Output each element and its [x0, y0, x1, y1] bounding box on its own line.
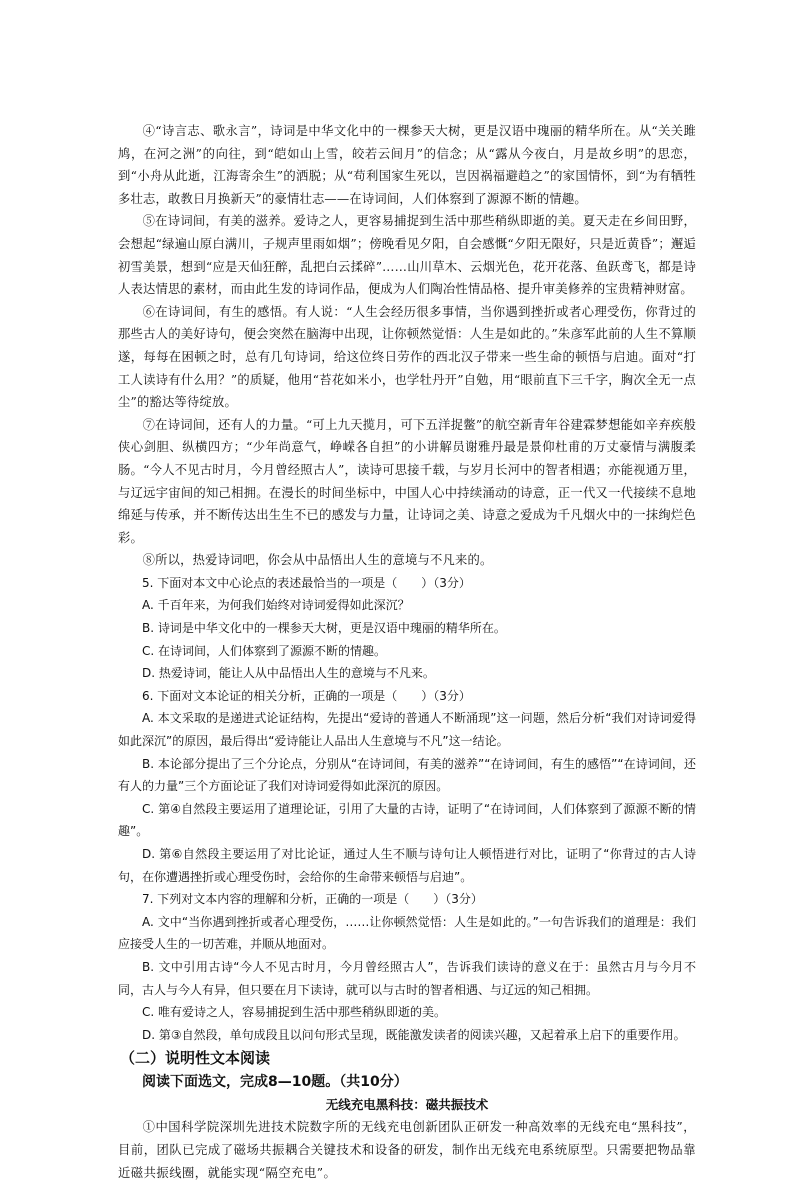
paragraph-7: ⑦在诗词间，还有人的力量。“可上九天揽月，可下五洋捉鳖”的航空新青年谷建霖梦想能如辛弃疾般侠心剑胆、纵横四方；“少年尚意气，峥嵘各自担”的小讲解员谢雅丹最是景仰杜甫的万丈豪情与满腹柔肠。“今人不见古时月，今月曾经照古人”，读诗可思接千载，与岁月长河中的智者相遇；亦能视通万里，与辽远宇宙间的知己相拥。在漫长的时间坐标中，中国人心中持续涌动的诗意，正一代又一代接续不息地绵延与传承，并不断传达出生生不已的感发与力量，让诗词之美、诗意之爱成为千凡烟火中的一抹绚烂色彩。 — [118, 417, 696, 545]
paragraph-6: ⑥在诗词间，有生的感悟。有人说：“人生会经历很多事情，当你遇到挫折或者心理受伤，你背过的那些古人的美好诗句，便会突然在脑海中出现，让你顿然觉悟：人生是如此的。”朱彦军此前的人生不算顺遂，每每在困顿之时，总有几句诗词，给这位终日劳作的西北汉子带来一些生命的顿悟与启迪。面对“打工人读诗有什么用？”的质疑，他用“苔花如米小，也学牡丹开”自勉，用“眼前直下三千字，胸次全无一点尘”的豁达等待绽放。 — [118, 304, 696, 410]
paragraph-4: ④“诗言志、歌永言”，诗词是中华文化中的一棵参天大树，更是汉语中瑰丽的精华所在。从“关关雎鸠，在河之洲”的向往，到“皑如山上雪，皎若云间月”的信念；从“露从今夜白，月是故乡明”的思恋，到“小舟从此逝，江海寄余生”的洒脱；从“苟利国家生死以，岂因祸福避趋之”的家国情怀，到“为有牺牲多壮志，敢教日月换新天”的豪情壮志——在诗词间，人们体察到了源源不断的情趣。 — [118, 124, 696, 206]
question-7-option-c: C. 唯有爱诗之人，容易捕捉到生活中那些稍纵即逝的美。 — [142, 1005, 447, 1020]
article-paragraph-1: ①中国科学院深圳先进技术院数字所的无线充电创新团队正研发一种高效率的无线充电“黑科技”，目前，团队已完成了磁场共振耦合关键技术和设备的研发，制作出无线充电系统原型。只需要把物品靠近磁共振线圈，就能实现“隔空充电”。 — [118, 1120, 696, 1180]
question-6-option-b: B. 本论部分提出了三个分论点，分别从“在诗词间，有美的滋养”“在诗词间，有生的感悟”“在诗词间，还有人的力量”三个方面论证了我们对诗词爱得如此深沉的原因。 — [118, 756, 696, 794]
question-5-option-c: C. 在诗词间，人们体察到了源源不断的情趣。 — [142, 643, 387, 658]
question-7-option-d: D. 第③自然段，单句成段且以问句形式呈现，既能激发读者的阅读兴趣，又起着承上启下的重要作用。 — [142, 1027, 686, 1042]
question-7-option-b: B. 文中引用古诗“今人不见古时月，今月曾经照古人”，告诉我们读诗的意义在于：虽然古月与今月不同，古人与今人有异，但只要在月下读诗，就可以与古时的智者相遇、与辽远的知己相拥。 — [118, 959, 696, 997]
paragraph-5: ⑤在诗词间，有美的滋养。爱诗之人，更容易捕捉到生活中那些稍纵即逝的美。夏天走在乡间田野，会想起“绿遍山原白满川，子规声里雨如烟”；傍晚看见夕阳，自会感慨“夕阳无限好，只是近黄昏”；邂逅初雪美景，想到“应是天仙狂醉，乱把白云揉碎”……山川草木、云烟光色，花开花落、鱼跃鸢飞，都是诗人表达情思的素材，而由此生发的诗词作品，便成为人们陶冶性情品格、提升审美修养的宝贵精神财富。 — [118, 214, 696, 297]
question-5-option-a: A. 千百年来，为何我们始终对诗词爱得如此深沉？ — [142, 598, 410, 613]
question-5-option-b: B. 诗词是中华文化中的一棵参天大树，更是汉语中瑰丽的精华所在。 — [142, 621, 506, 636]
question-6-option-a: A. 本文采取的是递进式论证结构，先提出“爱诗的普通人不断涌现”这一问题，然后分析“我们对诗词爱得如此深沉”的原因，最后得出“爱诗能让人品出人生意境与不凡”这一结论。 — [118, 711, 696, 749]
question-6-option-d: D. 第⑥自然段主要运用了对比论证，通过人生不顺与诗句让人顿悟进行对比，证明了“你背过的古人诗句，在你遭遇挫折或心理受伤时，会给你的生命带来顿悟与启迪”。 — [118, 847, 696, 884]
exam-page — [118, 120, 696, 1184]
question-6-stem: 6. 下面对文本论证的相关分析，正确的一项是（ ）（3分） — [142, 688, 471, 703]
section-heading: （二）说明性文本阅读 — [120, 1049, 271, 1068]
paragraph-8: ⑧所以，热爱诗词吧，你会从中品悟出人生的意境与不凡来的。 — [142, 553, 493, 568]
question-7-option-a: A. 文中“当你遇到挫折或者心理受伤，……让你顿然觉悟：人生是如此的。”一句告诉我们的道理是：我们应接受人生的一切苦难，并顺从地面对。 — [118, 914, 696, 952]
question-5-option-d: D. 热爱诗词，能让人从中品悟出人生的意境与不凡来。 — [142, 666, 435, 681]
question-6-option-c: C. 第④自然段主要运用了道理论证，引用了大量的古诗，证明了“在诗词间，人们体察到了源源不断的情趣”。 — [118, 801, 696, 839]
question-5-stem: 5. 下面对本文中心论点的表述最恰当的一项是（ ）（3分） — [142, 575, 471, 590]
article-title: 无线充电黑科技：磁共振技术 — [325, 1097, 489, 1113]
section-instruction: 阅读下面选文，完成8—10题。（共10分） — [142, 1074, 408, 1091]
question-7-stem: 7. 下列对文本内容的理解和分析，正确的一项是（ ）（3分） — [142, 892, 483, 907]
